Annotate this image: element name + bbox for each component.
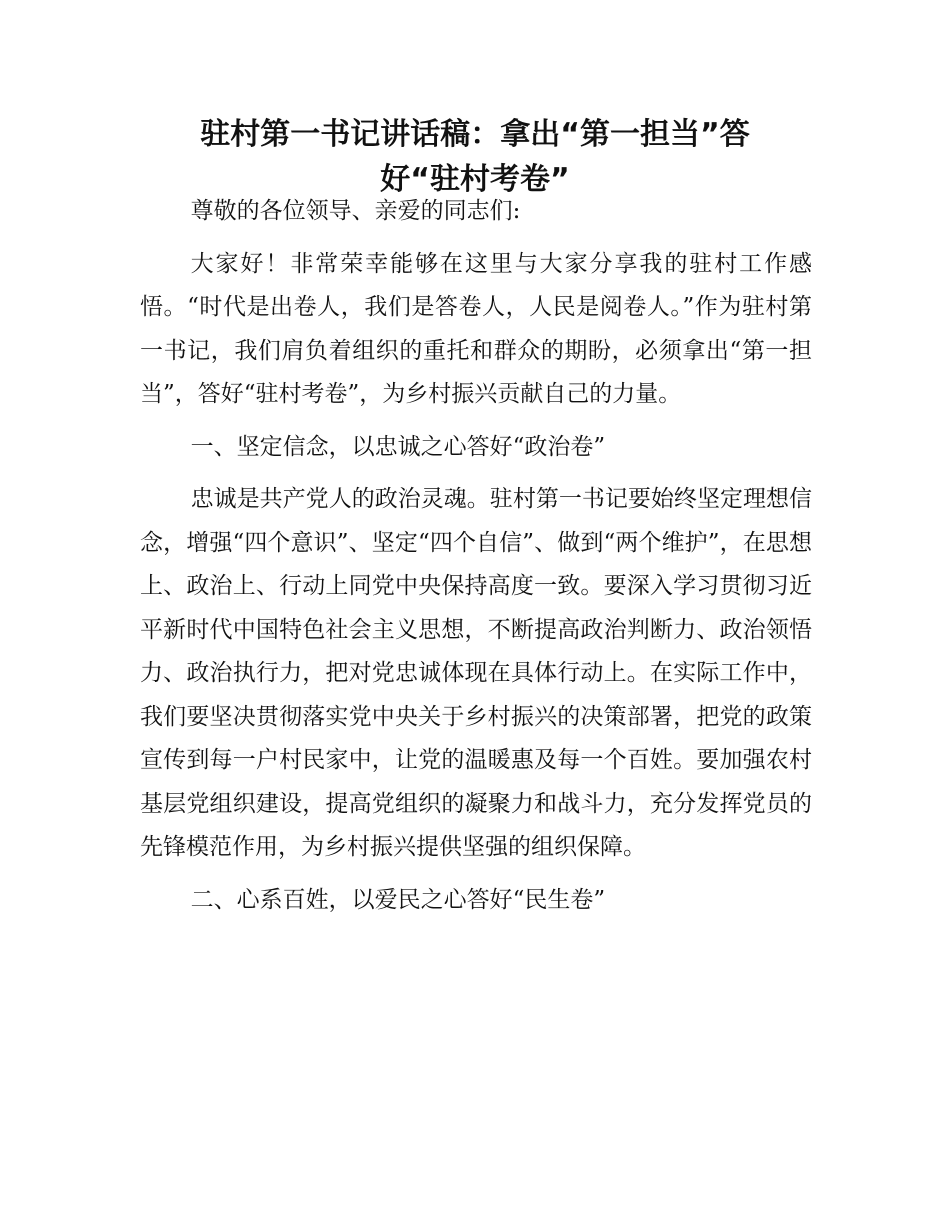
title-line-2: 好“驻村考卷” [380,162,570,197]
salutation: 尊敬的各位领导、亲爱的同志们: [190,198,521,224]
section-heading-2: 二、心系百姓，以爱民之心答好“民生卷” [190,886,606,913]
title-line-1: 驻村第一书记讲话稿：拿出“第一担当”答 [200,117,750,152]
document-title [120,112,830,202]
section-heading-1: 一、坚定信念，以忠诚之心答好“政治卷” [190,433,606,460]
paragraph-section-1: 忠诚是共产党人的政治灵魂。驻村第一书记要始终坚定理想信念，增强“四个意识”、坚定“四个自信”、做到“两个维护”，在思想上、政治上、行动上同党中央保持高度一致。要深入学习贯彻习近平新时代中国特色社会主义思想，不断提高政治判断力、政治领悟力、政治执行力，把对党忠诚体现在具体行动上。在实际工作中，我们要坚决贯彻落实党中央关于乡村振兴的决策部署，把党的政策宣传到每一户村民家中，让党的温暖惠及每一个百姓。要加强农村基层党组织建设，提高党组织的凝聚力和战斗力，充分发挥党员的先锋模范作用，为乡村振兴提供坚强的组织保障。 [140,486,812,860]
paragraph-opening: 大家好！非常荣幸能够在这里与大家分享我的驻村工作感悟。“时代是出卷人，我们是答卷人，人民是阅卷人。”作为驻村第一书记，我们肩负着组织的重托和群众的期盼，必须拿出“第一担当”，答好“驻村考卷”，为乡村振兴贡献自己的力量。 [140,250,812,407]
document-body [140,190,812,931]
